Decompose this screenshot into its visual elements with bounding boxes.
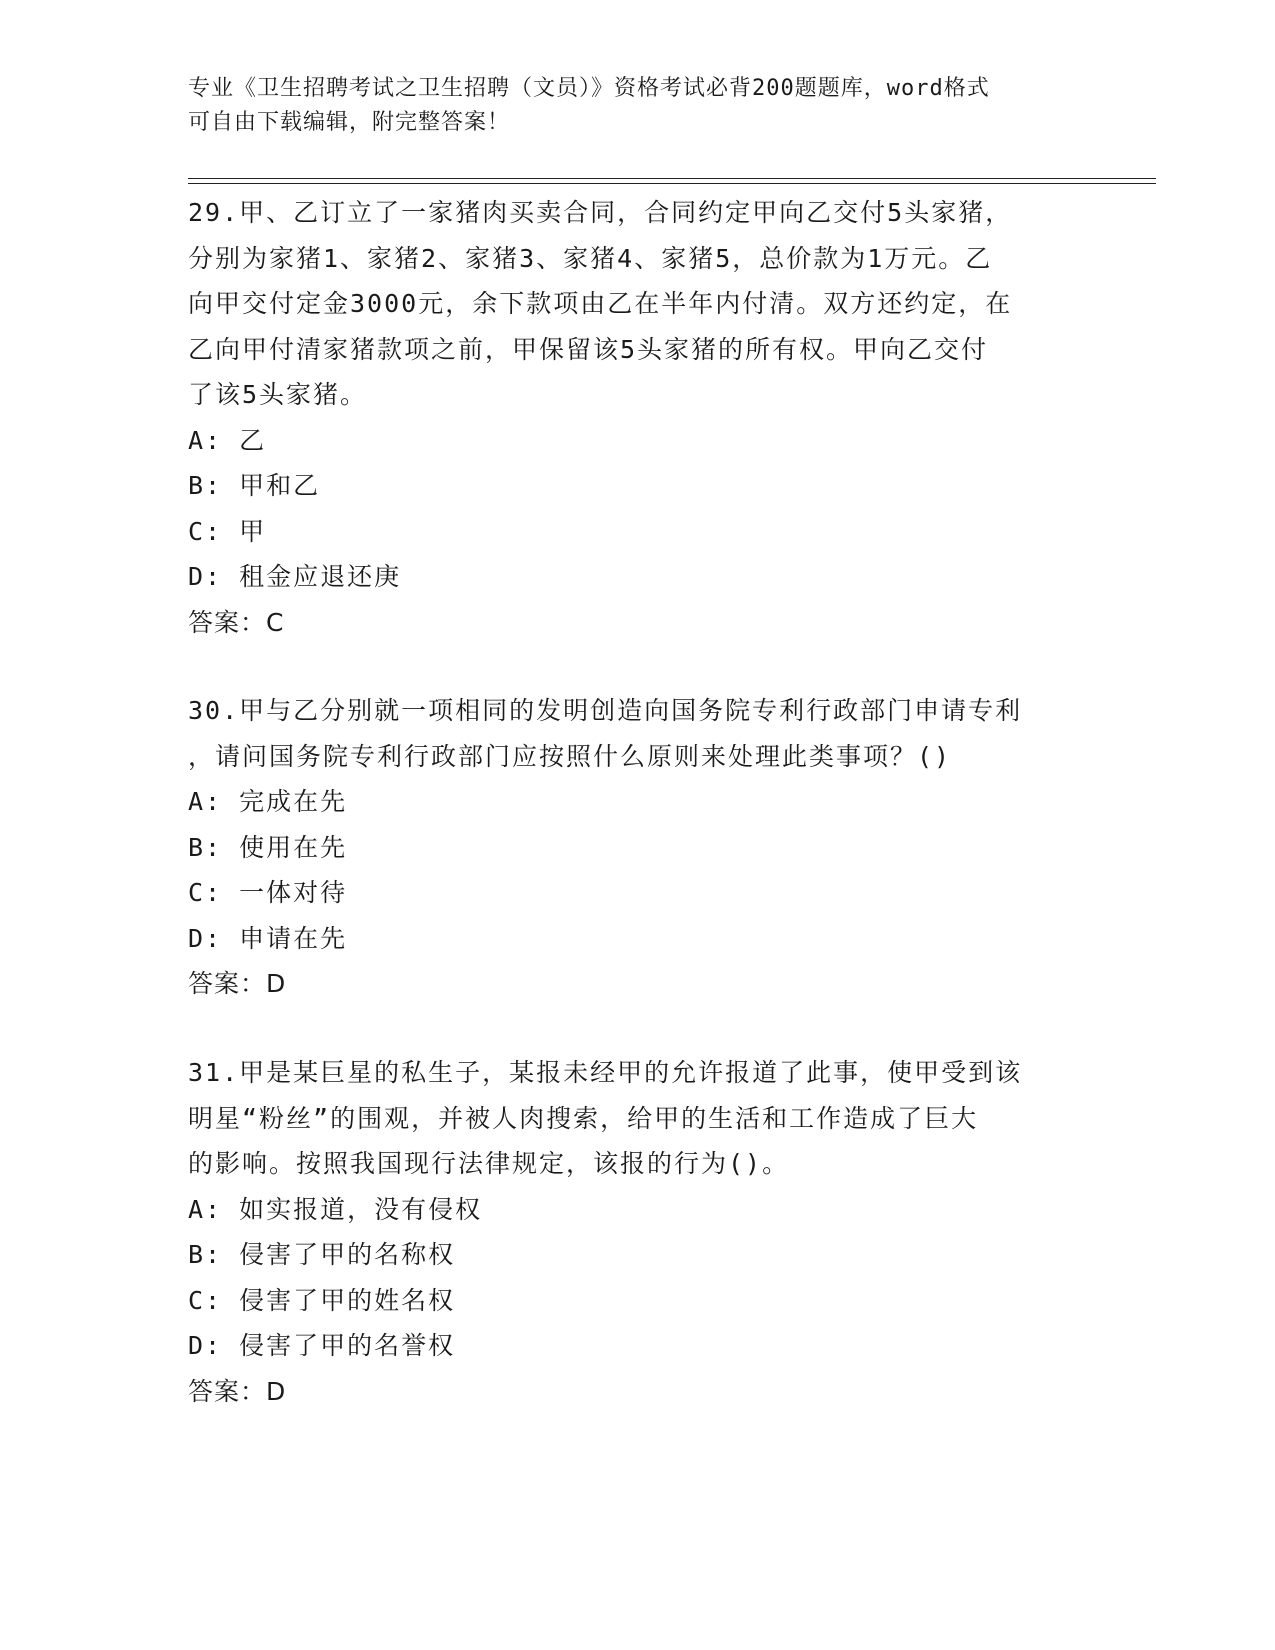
document-header [188, 72, 1088, 140]
option-b: B: 侵害了甲的名称权 [188, 1240, 456, 1269]
option-a: A: 乙 [188, 425, 267, 455]
option-d: D: 申请在先 [188, 923, 348, 953]
header-divider [188, 178, 1156, 184]
question-stem-line: 31.甲是某巨星的私生子，某报未经甲的允许报道了此事，使甲受到该 [188, 1058, 1023, 1087]
question-30 [188, 688, 1088, 1007]
answer-label: 答案：D [188, 1376, 287, 1406]
question-31 [188, 1050, 1088, 1414]
option-d: D: 侵害了甲的名誉权 [188, 1331, 456, 1360]
question-stem-line: 29.甲、乙订立了一家猪肉买卖合同，合同约定甲向乙交付5头家猪， [188, 198, 1013, 227]
option-b: B: 甲和乙 [188, 471, 321, 500]
option-c: C: 侵害了甲的姓名权 [188, 1285, 456, 1315]
option-a: A: 如实报道，没有侵权 [188, 1194, 483, 1224]
question-stem-line: 向甲交付定金3000元，余下款项由乙在半年内付清。双方还约定，在 [188, 289, 1013, 318]
question-stem-line: 的影响。按照我国现行法律规定，该报的行为()。 [188, 1149, 790, 1178]
question-stem-line: 乙向甲付清家猪款项之前，甲保留该5头家猪的所有权。甲向乙交付 [188, 334, 989, 364]
question-stem-line: 分别为家猪1、家猪2、家猪3、家猪4、家猪5，总价款为1万元。乙 [188, 243, 993, 273]
option-c: C: 甲 [188, 516, 267, 546]
option-b: B: 使用在先 [188, 832, 348, 862]
question-stem-line: 明星“粉丝”的围观，并被人肉搜索，给甲的生活和工作造成了巨大 [188, 1103, 979, 1133]
question-stem-line: 了该5头家猪。 [188, 380, 368, 409]
question-29 [188, 190, 1088, 645]
answer-label: 答案：C [188, 607, 285, 637]
option-c: C: 一体对待 [188, 878, 348, 907]
option-a: A: 完成在先 [188, 787, 348, 816]
option-d: D: 租金应退还庚 [188, 562, 402, 591]
header-title-line-2: 可自由下载编辑，附完整答案！ [188, 110, 511, 135]
answer-label: 答案：D [188, 969, 287, 998]
question-stem-line: 30.甲与乙分别就一项相同的发明创造向国务院专利行政部门申请专利 [188, 696, 1023, 725]
header-title-line-1: 专业《卫生招聘考试之卫生招聘（文员）》资格考试必背200题题库，word格式 [188, 76, 990, 101]
question-stem-line: ，请问国务院专利行政部门应按照什么原则来处理此类事项？() [188, 741, 952, 771]
